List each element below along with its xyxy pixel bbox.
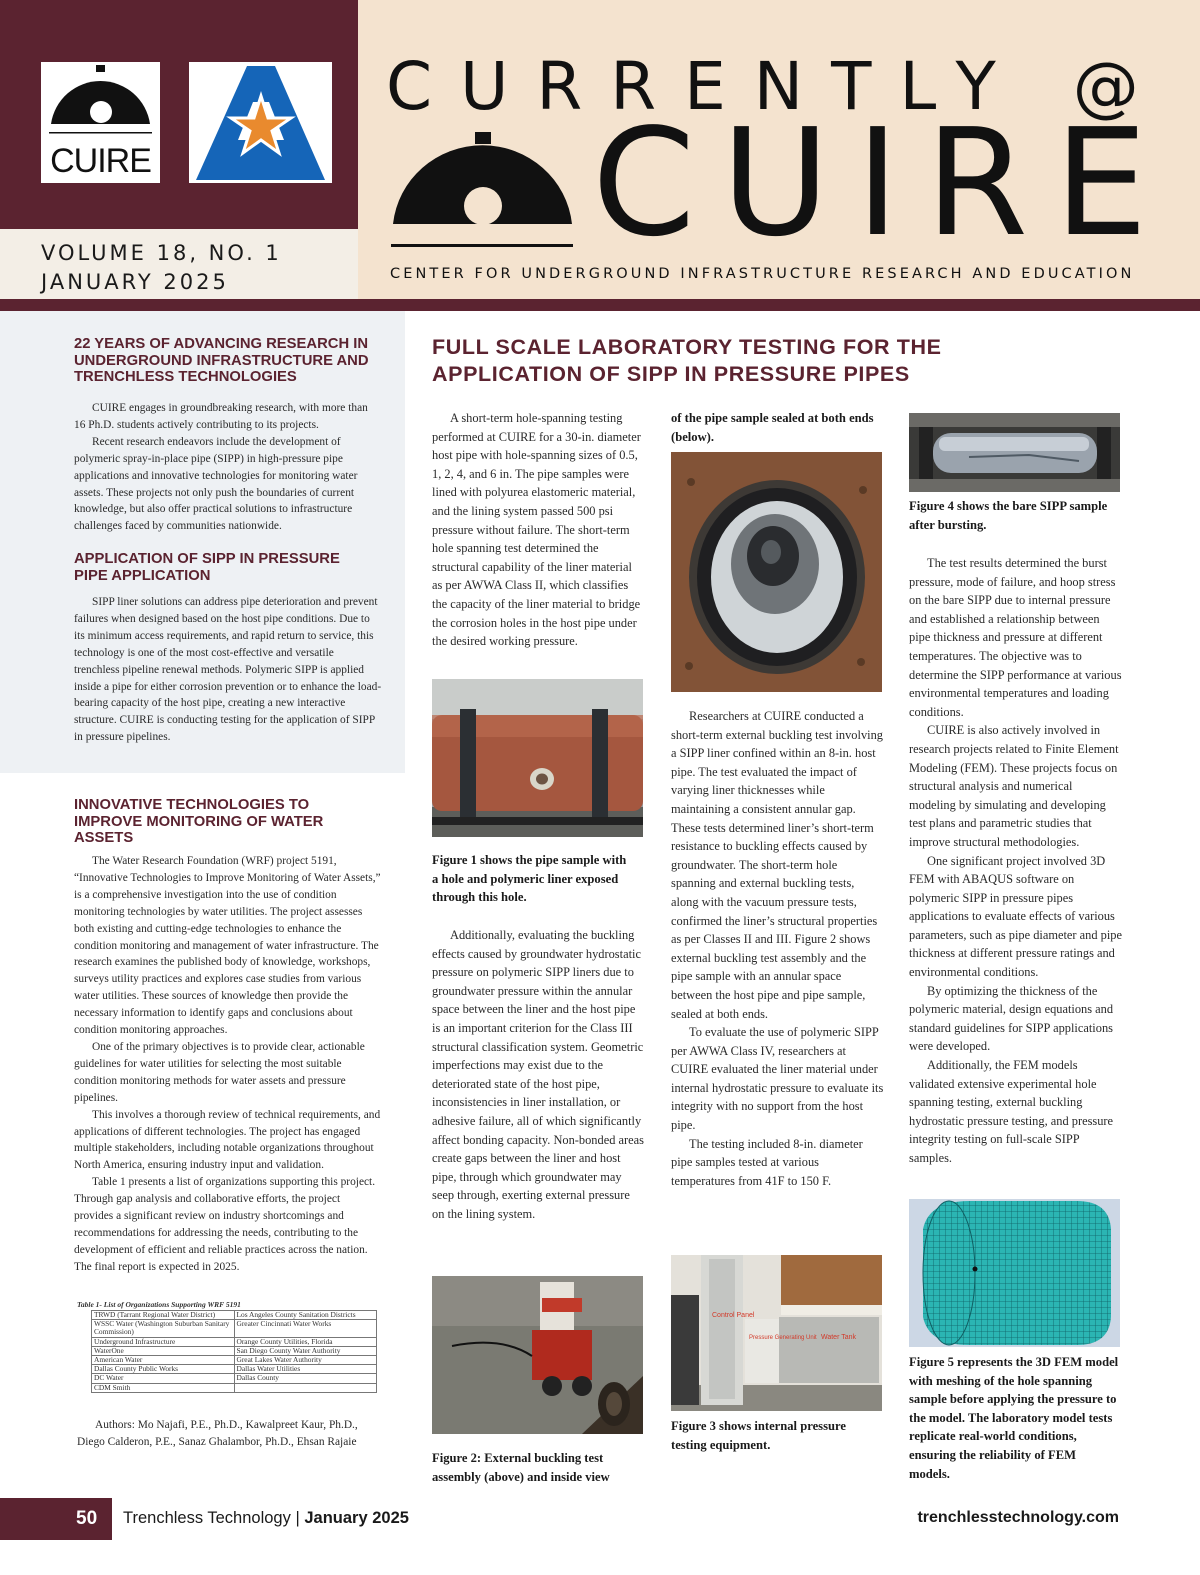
paragraph: Recent research endeavors include the development of polymeric spray-in-place pipe (SIPP) in high-pressure pipe applications and innovative technologies for monitoring water assets. These projects not only push the boundaries of current knowledge, but also offer practical solutions to infrastructure challenges faced by communities nationwide. — [74, 435, 358, 533]
table-cell: Los Angeles County Sanitation Districts — [234, 1311, 377, 1320]
fig3-control-panel-label: Control Panel — [712, 1312, 755, 1319]
table-cell: San Diego County Water Authority — [234, 1346, 377, 1355]
paragraph: Additionally, the FEM models validated extensive experimental hole spanning testing, external buckling hydrostatic pressure testing, and pressure integrity testing on full-scale SIPP samples. — [909, 1058, 1114, 1165]
fig3-pressure-unit-label: Pressure Generating Unit — [749, 1335, 817, 1341]
footer-website-link[interactable]: trenchlesstechnology.com — [917, 1509, 1119, 1526]
figure-5-photo — [909, 1199, 1120, 1347]
masthead-subtitle: CENTER FOR UNDERGROUND INFRASTRUCTURE RESEARCH AND EDUCATION — [390, 266, 1135, 282]
header-divider — [0, 299, 1200, 311]
university-a-star-icon — [189, 62, 332, 183]
organizations-table-grid — [91, 1310, 377, 1393]
figure-2-caption: Figure 2: External buckling test assembly (above) and inside view — [432, 1451, 610, 1484]
paragraph: CUIRE is also actively involved in research projects related to Finite Element Modeling (FEM). These projects focus on structural analysis and numerical modeling by simulating and developing test plans and parametric studies that improve structural methodologies. — [909, 723, 1119, 849]
table-cell: CDM Smith — [92, 1383, 235, 1392]
footer-issue: January 2025 — [304, 1509, 409, 1527]
paragraph: CUIRE engages in groundbreaking research, with more than 16 Ph.D. students actively contributing to its projects. — [74, 402, 368, 431]
table-cell: Dallas County Public Works — [92, 1365, 235, 1374]
figure-1-caption: Figure 1 shows the pipe sample with a hole and polymeric liner exposed through this hole. — [432, 853, 627, 905]
paragraph: Table 1 presents a list of organizations supporting this project. Through gap analysis and collaborative efforts, the project provides a significant review on industry shortcomings and recommendations for addressing the needs, contributing to the development of efficient and reliable practices across the nation. The final report is expected in 2025. — [74, 1176, 376, 1273]
internal-pressure-equipment-image — [671, 1255, 882, 1411]
table-cell — [234, 1383, 377, 1392]
paragraph: The Water Research Foundation (WRF) project 5191, “Innovative Technologies to Improve Monitoring of Water Assets,” is a comprehensive investigation into the use of condition monitoring technologies by water utilities. The project assesses both existing and cutting-edge technologies to enhance the condition monitoring and management of water infrastructure. The research examines the published body of knowledge, workshops, surveys utility practices and explores case studies from various water utilities. These sources of knowledge then provide the necessary information to identify gaps and conclusions about condition monitoring approaches. — [74, 855, 381, 1037]
table-row — [92, 1365, 377, 1374]
figure-2-caption-continued: of the pipe sample sealed at both ends (below). — [671, 411, 874, 444]
section-heading-22-years: 22 YEARS OF ADVANCING RESEARCH IN UNDERGROUND INFRASTRUCTURE AND TRENCHLESS TECHNOLOGIES — [74, 336, 369, 385]
paragraph: One of the primary objectives is to provide clear, actionable guidelines for water utilities for selecting the most suitable condition monitoring methods for water assets and pressure pipelines. — [74, 1040, 365, 1104]
page-number: 50 — [0, 1498, 112, 1540]
article-col2-text — [671, 707, 884, 1190]
figure-1-photo — [432, 679, 643, 837]
cuire-logo — [41, 62, 160, 183]
section-innovative-body — [74, 853, 382, 1276]
article-col1-text-2 — [432, 926, 645, 1224]
pipe-sample-hole-image — [432, 679, 643, 837]
article-col3-text — [909, 554, 1122, 1168]
figure-3-caption: Figure 3 shows internal pressure testing equipment. — [671, 1419, 846, 1452]
table-cell: Dallas Water Utilities — [234, 1365, 377, 1374]
figure-5-caption: Figure 5 represents the 3D FEM model with meshing of the hole spanning sample before applying the pressure to the model. The laboratory model tests replicate real-world conditions, ensuring the reliability of FEM models. — [909, 1355, 1119, 1481]
table-cell: DC Water — [92, 1374, 235, 1383]
table-cell: Dallas County — [234, 1374, 377, 1383]
table-cell: WaterOne — [92, 1346, 235, 1355]
figure-3-photo — [671, 1255, 882, 1411]
fig3-water-tank-label: Water Tank — [821, 1334, 857, 1341]
publication-name: Trenchless Technology — [123, 1509, 291, 1527]
table-row — [92, 1374, 377, 1383]
uta-logo — [189, 62, 332, 183]
table-row — [92, 1337, 377, 1346]
section-sipp-body — [74, 594, 382, 746]
paragraph: This involves a thorough review of technical requirements, and applications of different technologies. The project has engaged multiple stakeholders, including notable organizations throughout North America, ensuring industry input and validation. — [74, 1108, 381, 1172]
organizations-table — [77, 1300, 377, 1393]
masthead-dome-icon — [391, 132, 573, 250]
table-row — [92, 1320, 377, 1337]
table-cell: TRWD (Tarrant Regional Water District) — [92, 1311, 235, 1320]
table-cell: Greater Cincinnati Water Works — [234, 1320, 377, 1337]
article-col1-text — [432, 409, 645, 651]
table-row — [92, 1383, 377, 1392]
volume-number: VOLUME 18, NO. 1 — [41, 241, 282, 265]
paragraph: The test results determined the burst pressure, mode of failure, and hoop stress on the bare SIPP due to internal pressure and established a relationship between pipe thickness and pressure at different temperatures. The objective was to determine the SIPP performance at various environmental temperatures and loading conditions. — [909, 556, 1122, 719]
dome-icon — [41, 62, 160, 142]
table-caption: Table 1- List of Organizations Supporting WRF 5191 — [77, 1300, 241, 1309]
footer-separator: | — [295, 1509, 300, 1527]
section-22-years-body — [74, 400, 382, 535]
authors-credit — [77, 1417, 382, 1451]
table-cell: Orange County Utilities, Florida — [234, 1337, 377, 1346]
logo-text: CUIRE — [50, 142, 151, 180]
paragraph: To evaluate the use of polymeric SIPP per AWWA Class IV, researchers at CUIRE evaluated the liner material under internal hydrostatic pressure to evaluate its integrity with no support from the host pipe. — [671, 1025, 884, 1133]
section-heading-sipp-application: APPLICATION OF SIPP IN PRESSURE PIPE APPLICATION — [74, 551, 340, 584]
article-title: FULL SCALE LABORATORY TESTING FOR THE APPLICATION OF SIPP IN PRESSURE PIPES — [432, 335, 942, 386]
fem-mesh-model-image — [909, 1199, 1120, 1347]
figure-2-photo-inside — [671, 452, 882, 692]
masthead-cuire: CUIRE — [592, 97, 1174, 269]
table-cell: American Water — [92, 1356, 235, 1365]
pipe-inside-view-image — [671, 452, 882, 692]
paragraph: Researchers at CUIRE conducted a short-term external buckling test involving a SIPP liner confined within an 8-in. host pipe. The test evaluated the impact of varying liner thicknesses while maintaining a consistent annular gap. These tests determined liner’s short-term resistance to buckling effects caused by groundwater. The short-term hole spanning and external buckling tests, along with the vacuum pressure tests, confirmed the liner’s structural properties as per Classes II and III. Figure 2 shows external buckling test assembly and the pipe sample with an annular space between the host pipe and pipe sample, sealed at both ends. — [671, 709, 883, 1021]
table-cell: Great Lakes Water Authority — [234, 1356, 377, 1365]
paragraph: A short-term hole-spanning testing performed at CUIRE for a 30-in. diameter host pipe with hole-spanning sizes of 0.5, 1, 2, 4, and 6 in. The pipe samples were lined with polyurea elastomeric material, and the lining system passed 500 psi pressure without failure. The short-term hole spanning test determined the structural capability of the liner material as per AWWA Class II, which classifies the capacity of the liner material to bridge the corrosion holes in the host pipe under the desired working pressure. — [432, 411, 641, 649]
masthead-currently: CURRENTLY @ — [386, 48, 1167, 125]
paragraph: The testing included 8-in. diameter pipe samples tested at various temperatures from 41F to 150 F. — [671, 1136, 863, 1188]
figure-4-caption: Figure 4 shows the bare SIPP sample after bursting. — [909, 499, 1108, 532]
paragraph: By optimizing the thickness of the polymeric material, design equations and standard guidelines for SIPP applications were developed. — [909, 983, 1114, 1054]
authors-line: Authors: Mo Najafi, P.E., Ph.D., Kawalpreet Kaur, Ph.D., Diego Calderon, P.E., Sanaz Ghalambor, Ph.D., Ehsan Rajaie — [77, 1419, 358, 1448]
figure-4-photo — [909, 413, 1120, 492]
issue-date: JANUARY 2025 — [41, 270, 229, 294]
paragraph: Additionally, evaluating the buckling effects caused by groundwater hydrostatic pressure on polymeric SIPP liners due to groundwater pressure within the annular space between the liner and the host pipe is an important criterion for the Class III structural classification system. Geometric imperfections may exist due to the deteriorated state of the host pipe, inconsistencies in liner installation, or adhesive failure, all of which significantly affect bonding capacity. Non-bonded areas create gaps between the liner and host pipe, through which groundwater may seep through, exerting external pressure on the lining system. — [432, 928, 644, 1221]
table-cell: Underground Infrastructure — [92, 1337, 235, 1346]
paragraph: SIPP liner solutions can address pipe deterioration and prevent failures when designed based on the host pipe conditions. Due to its minimum access requirements, and rapid return to service, this technology is one of the most cost-effective and versatile trenchless pipeline renewal methods. Polymeric SIPP is applied inside a pipe for either corrosion prevention or to enhance the load-bearing capacity of the host pipe, creating a new interactive structure. CUIRE is conducting testing for the application of SIPP in pressure pipelines. — [74, 596, 382, 744]
external-buckling-assembly-image — [432, 1276, 643, 1434]
paragraph: One significant project involved 3D FEM with ABAQUS software on polymeric SIPP in pressure pipes applications to evaluate effects of various parameters, such as pipe diameter and pipe thickness at different pressure ratings and environmental conditions. — [909, 853, 1122, 980]
section-heading-innovative-technologies: INNOVATIVE TECHNOLOGIES TO IMPROVE MONITORING OF WATER ASSETS — [74, 797, 324, 846]
figure-2-photo-assembly — [432, 1276, 643, 1434]
table-cell: WSSC Water (Washington Suburban Sanitary Commission) — [92, 1320, 235, 1337]
burst-sipp-sample-image — [909, 413, 1120, 492]
footer-publication — [123, 1509, 409, 1528]
